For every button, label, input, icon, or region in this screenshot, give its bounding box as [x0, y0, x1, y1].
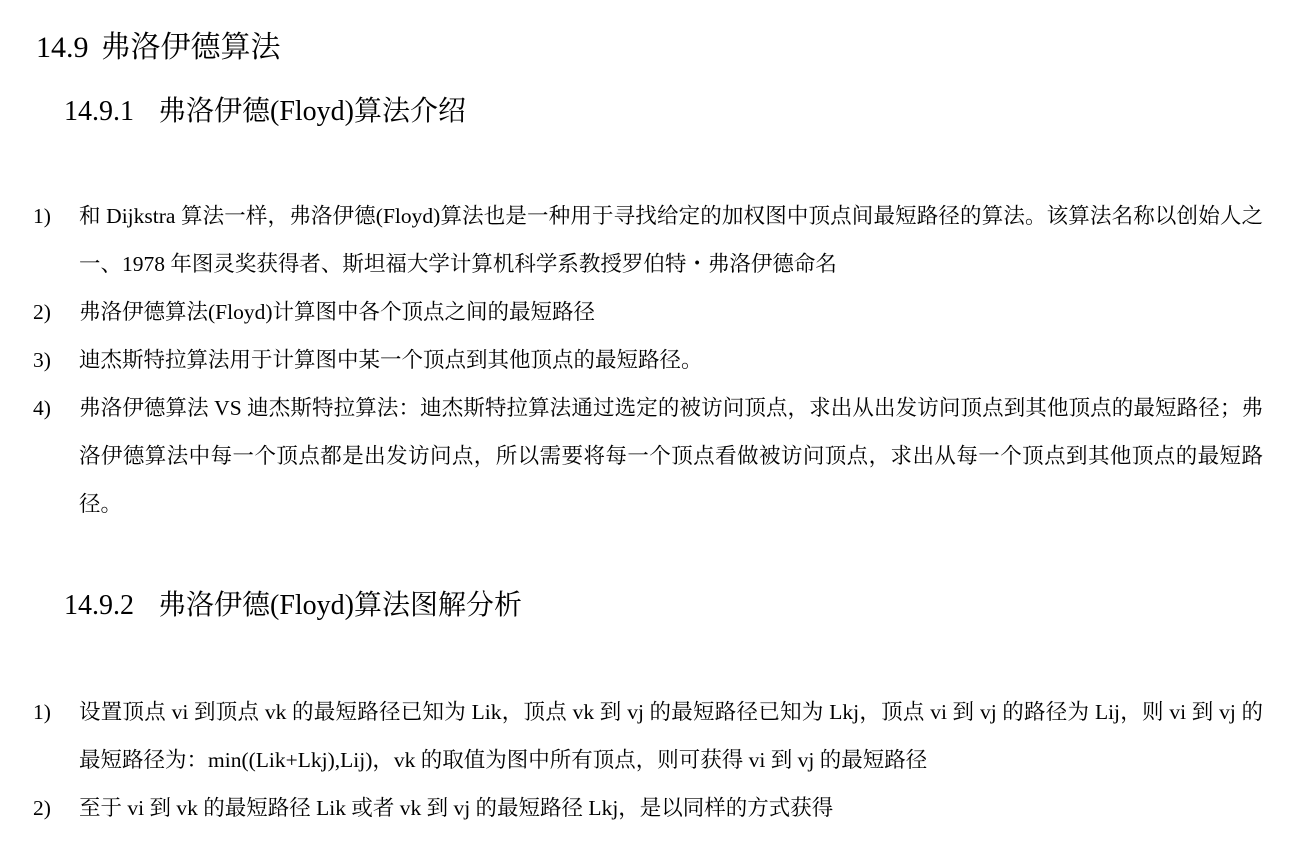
- section-number: 14.9: [36, 31, 89, 64]
- list-item-text: 迪杰斯特拉算法用于计算图中某一个顶点到其他顶点的最短路径。: [79, 348, 703, 372]
- subsection-heading-analysis: [64, 587, 522, 625]
- intro-list: [33, 192, 1263, 528]
- list-item-marker: 1): [33, 700, 51, 724]
- subsection-number: 14.9.2: [64, 590, 134, 621]
- list-item-text: 设置顶点 vi 到顶点 vk 的最短路径已知为 Lik，顶点 vk 到 vj 的最短路径已知为 Lkj，顶点 vi 到 vj 的路径为 Lij，则 vi 到 vj 的最短路径为：min((Lik+Lkj),Lij)，vk 的取值为图中所有顶点，则可获得 vi 到 vj 的最短路径: [79, 700, 1263, 772]
- list-item: [33, 192, 1263, 288]
- subsection-title: 弗洛伊德(Floyd)算法介绍: [158, 96, 467, 127]
- list-item-text: 和 Dijkstra 算法一样，弗洛伊德(Floyd)算法也是一种用于寻找给定的加权图中顶点间最短路径的算法。该算法名称以创始人之一、1978 年图灵奖获得者、斯坦福大学计算机科学系教授罗伯特・弗洛伊德命名: [79, 204, 1263, 276]
- list-item: [33, 384, 1263, 528]
- analysis-list: [33, 688, 1263, 832]
- section-title: 弗洛伊德算法: [100, 31, 281, 64]
- subsection-heading-intro: [64, 93, 466, 131]
- list-item-text: 弗洛伊德算法(Floyd)计算图中各个顶点之间的最短路径: [79, 300, 596, 324]
- list-item-marker: 2): [33, 300, 51, 324]
- list-item-text: 至于 vi 到 vk 的最短路径 Lik 或者 vk 到 vj 的最短路径 Lkj，是以同样的方式获得: [79, 796, 834, 820]
- list-item-text: 弗洛伊德算法 VS 迪杰斯特拉算法：迪杰斯特拉算法通过选定的被访问顶点，求出从出发访问顶点到其他顶点的最短路径；弗洛伊德算法中每一个顶点都是出发访问点，所以需要将每一个顶点看做被访问顶点，求出从每一个顶点到其他顶点的最短路径。: [79, 396, 1263, 516]
- list-item: [33, 288, 1263, 336]
- list-item: [33, 336, 1263, 384]
- subsection-number: 14.9.1: [64, 96, 134, 127]
- list-item-marker: 4): [33, 396, 51, 420]
- list-item: [33, 784, 1263, 832]
- list-item-marker: 2): [33, 796, 51, 820]
- list-item-marker: 3): [33, 348, 51, 372]
- list-item-marker: 1): [33, 204, 51, 228]
- subsection-title: 弗洛伊德(Floyd)算法图解分析: [158, 590, 523, 621]
- section-heading: [36, 28, 281, 68]
- list-item: [33, 688, 1263, 784]
